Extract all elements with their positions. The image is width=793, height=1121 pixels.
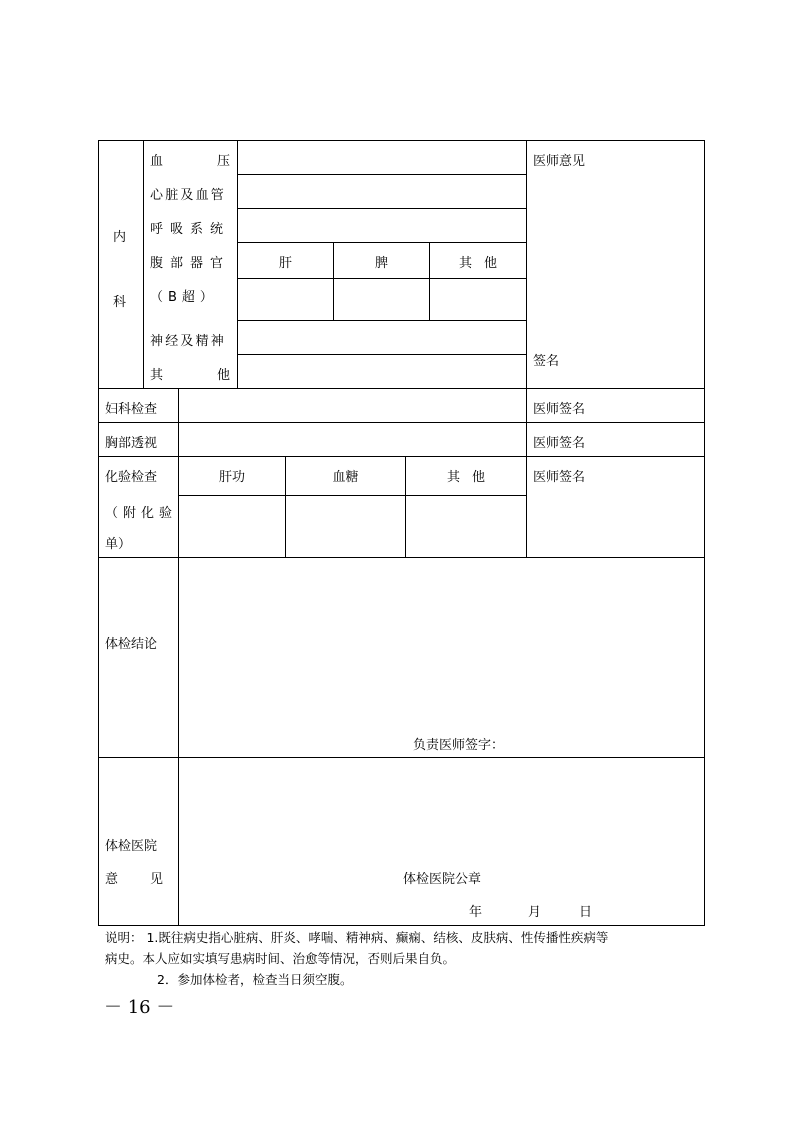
grid-line bbox=[143, 140, 144, 388]
liver-function-header: 肝功 bbox=[218, 470, 245, 485]
grid-line bbox=[237, 174, 526, 175]
lab-label: 化验检查 bbox=[105, 470, 158, 485]
grid-line bbox=[237, 208, 526, 209]
grid-line bbox=[237, 354, 526, 355]
chest-label: 胸部透视 bbox=[105, 436, 158, 451]
b-ultrasound-label: （B超） bbox=[150, 290, 218, 305]
hospital-seal-label: 体检医院公章 bbox=[403, 872, 482, 887]
lab-note-1: （附化验 bbox=[105, 506, 178, 521]
others-char-2: 他 bbox=[216, 368, 230, 383]
border-top bbox=[98, 140, 705, 141]
grid-line bbox=[98, 422, 705, 423]
blood-sugar-header: 血糖 bbox=[332, 470, 359, 485]
grid-line bbox=[333, 242, 334, 320]
doctor-opinion-label: 医师意见 bbox=[533, 154, 586, 169]
other-header: 其他 bbox=[458, 256, 509, 271]
heart-label: 心脏及血管 bbox=[150, 188, 227, 203]
hospital-label: 体检医院 bbox=[105, 839, 158, 854]
respiratory-label: 呼吸系统 bbox=[150, 222, 231, 237]
conclusion-label: 体检结论 bbox=[105, 637, 158, 652]
border-right bbox=[704, 140, 705, 926]
lab-other-header: 其他 bbox=[446, 470, 497, 485]
grid-line bbox=[98, 757, 705, 758]
grid-line bbox=[429, 242, 430, 320]
note-line-3: 2．参加体检者，检查当日须空腹。 bbox=[157, 972, 353, 987]
hospital-opinion-label bbox=[105, 873, 163, 886]
internal-label-2: 科 bbox=[113, 295, 127, 310]
date-year: 年 bbox=[469, 905, 483, 920]
date-month: 月 bbox=[528, 905, 542, 920]
spleen-header: 脾 bbox=[374, 256, 388, 271]
internal-label-1: 内 bbox=[113, 230, 127, 245]
nerve-label: 神经及精神 bbox=[150, 334, 227, 349]
responsible-doctor-signature: 负责医师签字： bbox=[413, 738, 505, 753]
grid-line bbox=[178, 495, 526, 496]
abdomen-label: 腹部器官 bbox=[150, 256, 231, 271]
page-number: － 16 － bbox=[104, 997, 175, 1018]
grid-line bbox=[526, 140, 527, 557]
opinion-char-2: 见 bbox=[149, 872, 163, 887]
gyn-label: 妇科检查 bbox=[105, 402, 158, 417]
note-line-1: 说明： 1.既往病史指心脏病、肝炎、哮喘、精神病、癫痫、结核、皮肤病、性传播性疾病等 bbox=[105, 930, 609, 945]
blood-pressure-char-2: 压 bbox=[216, 154, 230, 169]
lab-note-2: 单） bbox=[105, 537, 132, 552]
note-line-2: 病史。本人应如实填写患病时间、治愈等情况，否则后果自负。 bbox=[105, 951, 456, 966]
others-row-label bbox=[150, 369, 230, 382]
liver-header: 肝 bbox=[278, 256, 292, 271]
chest-sign-label: 医师签名 bbox=[533, 436, 586, 451]
grid-line bbox=[178, 388, 179, 926]
grid-line bbox=[98, 388, 705, 389]
signature-label: 签名 bbox=[533, 354, 560, 369]
gyn-sign-label: 医师签名 bbox=[533, 402, 586, 417]
border-bottom bbox=[98, 925, 705, 926]
grid-line bbox=[98, 557, 705, 558]
border-left bbox=[98, 140, 99, 926]
opinion-char-1: 意 bbox=[105, 872, 119, 887]
grid-line bbox=[237, 320, 526, 321]
date-day: 日 bbox=[579, 905, 593, 920]
lab-sign-label: 医师签名 bbox=[533, 470, 586, 485]
grid-line bbox=[98, 456, 705, 457]
blood-pressure-char-1: 血 bbox=[150, 154, 164, 169]
others-char-1: 其 bbox=[150, 368, 164, 383]
grid-line bbox=[237, 242, 526, 243]
blood-pressure-label bbox=[150, 155, 230, 168]
grid-line bbox=[237, 278, 526, 279]
